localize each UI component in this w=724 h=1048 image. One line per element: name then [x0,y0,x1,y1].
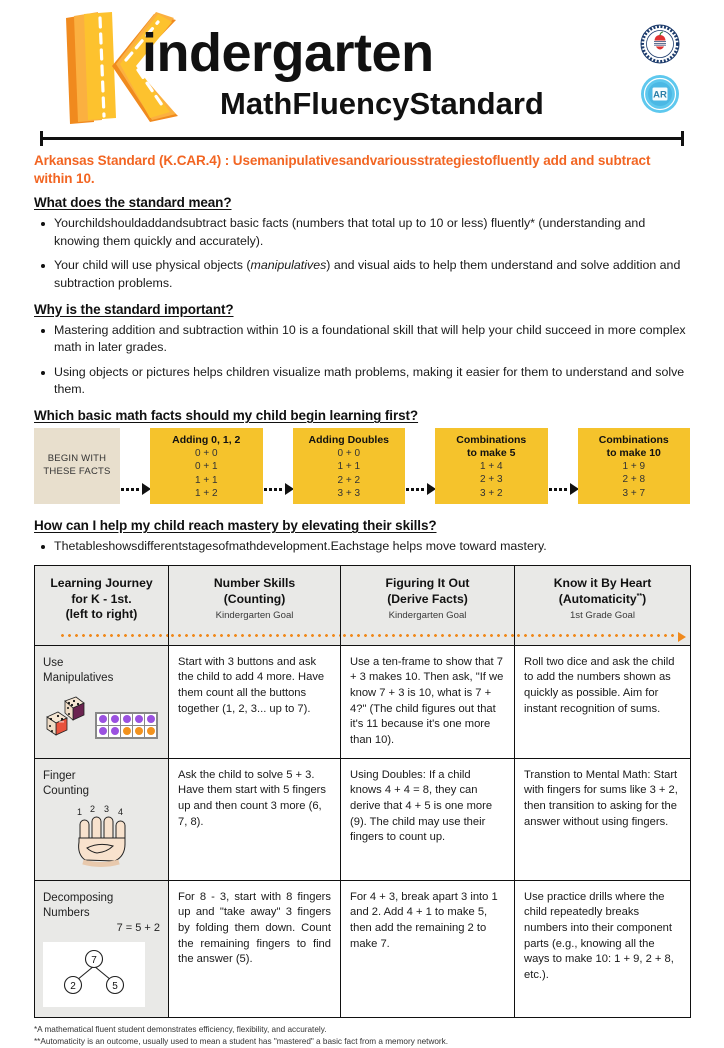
what-does-standard-mean-list [34,215,690,292]
progress-arrow-icon [678,632,686,642]
progression-arrow-3 [405,428,435,504]
progression-arrow-4 [548,428,578,504]
progress-dotted-line [515,634,674,637]
stage-line-1: Use [43,656,64,669]
stage-line-2: Numbers [43,907,90,920]
learning-journey-table [34,565,691,1018]
step-fact: 3 + 7 [622,487,646,499]
finger-label-1: 1 [76,806,82,817]
header-line-2: (Derive Facts) [387,591,468,606]
page-title: indergarten [142,23,434,83]
standard-statement: Arkansas Standard (K.CAR.4) : Usemanipulativesandvariousstrategiestofluently add and subtract within 10. [34,153,651,187]
step-fact: 0 + 0 [194,448,218,460]
step-fact: 1 + 1 [194,474,218,486]
stage-line-1: Finger [43,769,76,782]
hand-four-fingers-icon [63,804,141,870]
header-sub: Kindergarten Goal [388,610,467,622]
begin-with-these-facts-box [34,428,120,504]
footnote-1: *A mathematical fluent student demonstrates efficiency, flexibility, and accurately. [34,1024,327,1034]
column-header-number-skills [169,565,341,645]
header-line-2: (Automaticity**) [558,591,647,606]
header-sub: Kindergarten Goal [215,610,294,622]
bond-left-value: 2 [70,980,76,992]
step-title: Combinations to make 10 [598,434,669,460]
header-line-1: Know it By Heart [553,575,652,590]
column-header-figuring-it-out [341,565,515,645]
begin-label: BEGIN WITH THESE FACTS [43,453,111,478]
section-heading-what-does-standard-mean: What does the standard mean? [34,195,232,211]
header-line-1: Number Skills [213,575,296,590]
why-important-list [34,322,690,399]
step-fact: 1 + 1 [337,461,361,473]
footnote-2: **Automaticity is an outcome, usually used to mean a student has "mastered" a basic fact from a memory network. [34,1037,449,1047]
page-header [34,0,690,128]
header-line-1: Figuring It Out [385,575,470,590]
step-fact: 1 + 2 [194,487,218,499]
step-fact: 1 + 4 [479,461,503,473]
cell-automaticity: Use practice drills where the child repeatedly breaks numbers into their component parts (e.g., knowing all the ways to make 10: 1 + 9, 2 + 8, etc.). [515,880,691,1017]
stage-line-2: Counting [43,785,90,798]
cell-automaticity: Roll two dice and ask the child to add the numbers shown as quickly as possible. Aim for instant recognition of sums. [515,645,691,758]
progression-step-4 [578,428,691,504]
step-fact: 2 + 8 [622,474,646,486]
table-row [35,758,691,880]
cell-derive: For 4 + 3, break apart 3 into 1 and 2. Add 4 + 1 to make 5, then add the remaining 2 to make 7. [341,880,515,1017]
step-title: Adding 0, 1, 2 [172,434,241,447]
step-fact: 0 + 1 [194,461,218,473]
cell-counting: Ask the child to solve 5 + 3. Have them start with 5 fingers up and then count 3 more (6, 7, 8). [169,758,341,880]
step-fact: 0 + 0 [337,448,361,460]
cell-counting: Start with 3 buttons and ask the child to add 4 more. Have them count all the buttons together (1, 2, 3... up to 7). [169,645,341,758]
table-row [35,880,691,1017]
progression-step-2 [293,428,406,504]
finger-label-3: 3 [103,803,109,814]
progress-dotted-line [341,634,514,637]
cell-automaticity: Transtion to Mental Math: Start with fingers for sums like 3 + 2, then transition to asking for the answer without using fingers. [515,758,691,880]
step-title: Adding Doubles [308,434,389,447]
footnotes [34,1024,690,1048]
column-header-know-it-by-heart [515,565,691,645]
table-header-row [35,565,691,645]
hand-illustration [43,804,160,870]
section-heading-why-important: Why is the standard important? [34,301,234,317]
list-item: Using objects or pictures helps children visualize math problems, making it easier for them to understand and solve them. [34,364,690,399]
stage-line-1: Decomposing [43,891,114,904]
step-fact: 2 + 2 [337,474,361,486]
header-line-2: (Counting) [223,591,286,606]
progression-step-1 [150,428,263,504]
header-line-1: Learning Journey [50,575,153,590]
fact-progression-strip [34,428,690,504]
bond-equation: 7 = 5 + 2 [116,921,160,934]
mastery-list [34,538,690,556]
step-fact: 3 + 2 [479,487,503,499]
finger-label-4: 4 [117,806,123,817]
list-item: Yourchildshouldaddandsubtract basic facts (numbers that total up to 10 or less) fluently* (understanding and knowing them quickly and accurately). [34,215,690,250]
step-fact: 1 + 9 [622,461,646,473]
bond-top-value: 7 [91,954,97,966]
header-sub: 1st Grade Goal [569,610,636,622]
header-line-3: (left to right) [65,607,138,622]
stage-cell-manipulatives [35,645,169,758]
dice-and-ten-frame-illustration [43,695,160,739]
step-fact: 3 + 3 [337,487,361,499]
table-row [35,645,691,758]
number-bond-icon [51,946,137,998]
stage-cell-decomposing [35,880,169,1017]
cell-derive: Use a ten-frame to show that 7 + 3 makes 10. Then ask, "If we know 7 + 3 is 10, what is 7 + 4?" (The child figures out that it's 11 because it's one more than 10). [341,645,515,758]
list-item: Your child will use physical objects (manipulatives) and visual aids to help them understand and solve addition and subtraction problems. [34,257,690,292]
step-fact: 2 + 3 [479,474,503,486]
ar-seal-icon [640,74,680,114]
stage-line-2: Manipulatives [43,672,114,685]
page-subtitle: MathFluencyStandard [220,86,544,121]
cell-derive: Using Doubles: If a child knows 4 + 4 = 8, they can derive that 4 + 5 is one more (9). The child may use their fingers to count up. [341,758,515,880]
column-header-learning-journey [35,565,169,645]
header-divider-bar [34,130,690,146]
bond-right-value: 5 [112,980,118,992]
progression-arrow-2 [263,428,293,504]
step-title: Combinations to make 5 [456,434,527,460]
progression-arrow-1 [120,428,150,504]
header-line-2: for K - 1st. [71,591,132,606]
dice-icon [43,695,89,739]
progress-dotted-line [169,634,340,637]
finger-label-2: 2 [89,803,95,814]
stage-cell-finger-counting [35,758,169,880]
arkansas-department-of-education-seal-icon [640,24,680,64]
section-heading-mastery: How can I help my child reach mastery by elevating their skills? [34,518,437,534]
svg-text:AR: AR [653,89,667,101]
list-item: Thetableshowsdifferentstagesofmathdevelopment.Eachstage helps move toward mastery. [34,538,690,556]
progress-dotted-line [59,634,168,637]
list-item: Mastering addition and subtraction within 10 is a foundational skill that will help your child succeed in more complex math in later grades. [34,322,690,357]
section-heading-which-facts-first: Which basic math facts should my child begin learning first? [34,408,419,424]
progression-step-3 [435,428,548,504]
cell-counting: For 8 - 3, start with 8 fingers up and "take away" 3 fingers by folding them down. Count the remaining fingers to find the answer (5). [169,880,341,1017]
number-bond-illustration [43,942,145,1007]
ten-frame-icon [95,712,158,739]
